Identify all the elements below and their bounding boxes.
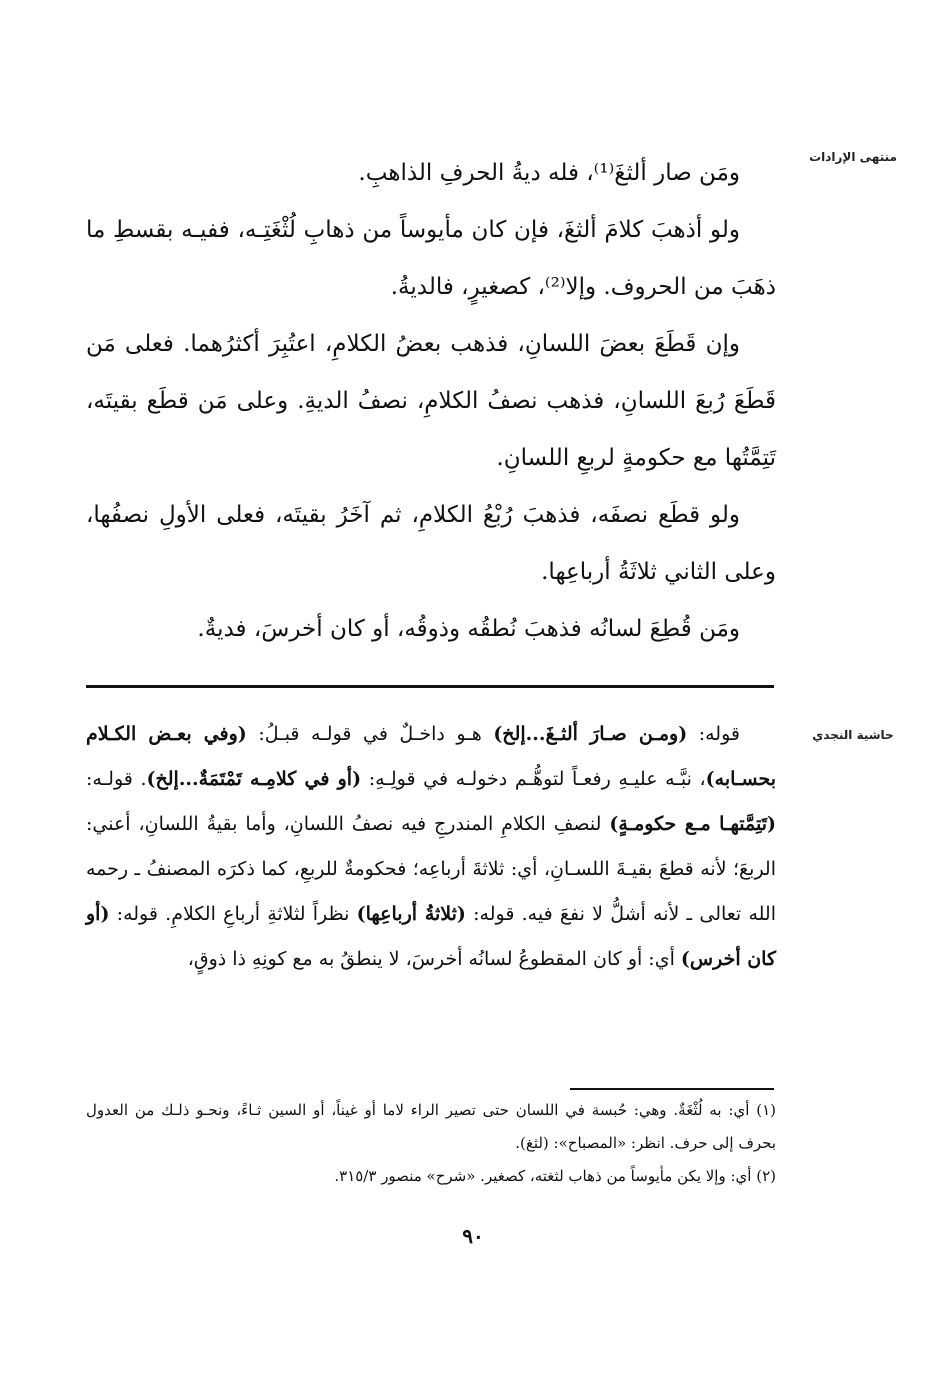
hashiya-quote-1: (ومـن صـارَ ألثـغَ...إلخ) — [493, 723, 688, 745]
main-paragraph-1: ومَن صار ألثغَ⁽¹⁾، فله ديةُ الحرفِ الذاهبِ. — [358, 160, 740, 186]
main-paragraph-2: ولو أذهبَ كلامَ ألثغَ، فإن كان مأيوساً من ذهابِ لُثْغَتِـه، ففيـه بقسطِ ما ذهَبَ من الحروف. وإلا⁽²⁾، كصغيرٍ، فالديةُ. — [86, 217, 776, 300]
main-paragraph-3: وإن قَطَعَ بعضَ اللسانِ، فذهب بعضُ الكلامِ، اعتُبِرَ أكثرُهما. فعلى مَن قَطَعَ رُبعَ اللسانِ، فذهب نصفُ الكلامِ، نصفُ الديةِ. وعلى مَن قطَع بقيتَه، تَتِمَّتُها مع حكومةٍ لربعِ اللسانِ. — [86, 331, 776, 471]
hashiya-quote-3: (أو في كلامِـه تَمْتَمَةٌ...إلخ) — [146, 768, 362, 790]
hashiya-segment-4: . قولـه: — [86, 768, 147, 790]
footnote-divider — [570, 1088, 774, 1090]
hashiya-quote-4: (تَتِمَّتهـا مـع حكومـةٍ) — [609, 813, 776, 835]
main-paragraph-5: ومَن قُطِعَ لسانُه فذهبَ نُطقُه وذوقُه، أو كان أخرسَ، فديةٌ. — [197, 616, 740, 642]
footnote-2: (٢) أي: وإلا يكن مأيوساً من ذهاب لثغته، كصغير. «شرح» منصور ٣١٥/٣. — [334, 1167, 776, 1185]
hashiya-segment-7: أي: أو كان المقطوعُ لسانُه أخرسَ، لا ينطقُ به مع كونِهِ ذا ذوقٍ، — [187, 948, 681, 970]
page-number: ٩٠ — [462, 1224, 484, 1248]
hashiya-quote-5: (ثلاثةُ أرباعِها) — [356, 903, 466, 925]
footnotes — [86, 1094, 776, 1193]
hashiya-segment-1: قوله: — [687, 723, 740, 745]
main-divider — [86, 685, 774, 688]
hashiya-segment-6: نظراً لثلاثةِ أرباعِ الكلامِ. قوله: — [109, 903, 357, 925]
main-text — [86, 145, 776, 658]
hashiya-text — [86, 712, 776, 982]
hashiya-segment-5: لنصفِ الكلامِ المندرجِ فيه نصفُ اللسانِ، وأما بقيةُ اللسانِ، أعني: الربعَ؛ لأنه قطعَ بقيـةَ اللسـانِ، أي: ثلاثةَ أرباعِه؛ فحكومةٌ للربعِ، كما ذكرَه المصنفُ ـ رحمه الله تعالى ـ لأنه أشلُّ لا نفعَ فيه. قوله: — [86, 813, 776, 925]
hashiya-segment-3: ، نبَّـه عليـهِ رفعـاً لتوهُّـم دخولـه في قولِـهِ: — [361, 768, 706, 790]
side-label-hashiya: حاشية النجدي — [812, 728, 894, 742]
footnote-1: (١) أي: به لُثْغَةٌ. وهي: حُبسة في اللسان حتى تصير الراء لاما أو غيناً، أو السين ثـاءً، ونحـو ذلـك من العدول بحرف إلى حرف. انظر: «المصباح»: (لثغ). — [86, 1101, 776, 1152]
side-label-main: منتهى الإرادات — [809, 150, 897, 164]
hashiya-paragraph — [86, 712, 776, 982]
main-paragraph-4: ولو قطَع نصفَه، فذهبَ رُبْعُ الكلامِ، ثم آخَرُ بقيتَه، فعلى الأولِ نصفُها، وعلى الثاني ثلاثَةُ أرباعِها. — [86, 502, 776, 585]
hashiya-segment-2: هـو داخـلٌ في قولـه قبـلُ: — [246, 723, 494, 745]
hashiya-quote-6: (أو كان أخرس) — [86, 903, 776, 970]
hashiya-quote-2: (وفي بعـض الكـلام بحسـابه) — [86, 723, 776, 790]
